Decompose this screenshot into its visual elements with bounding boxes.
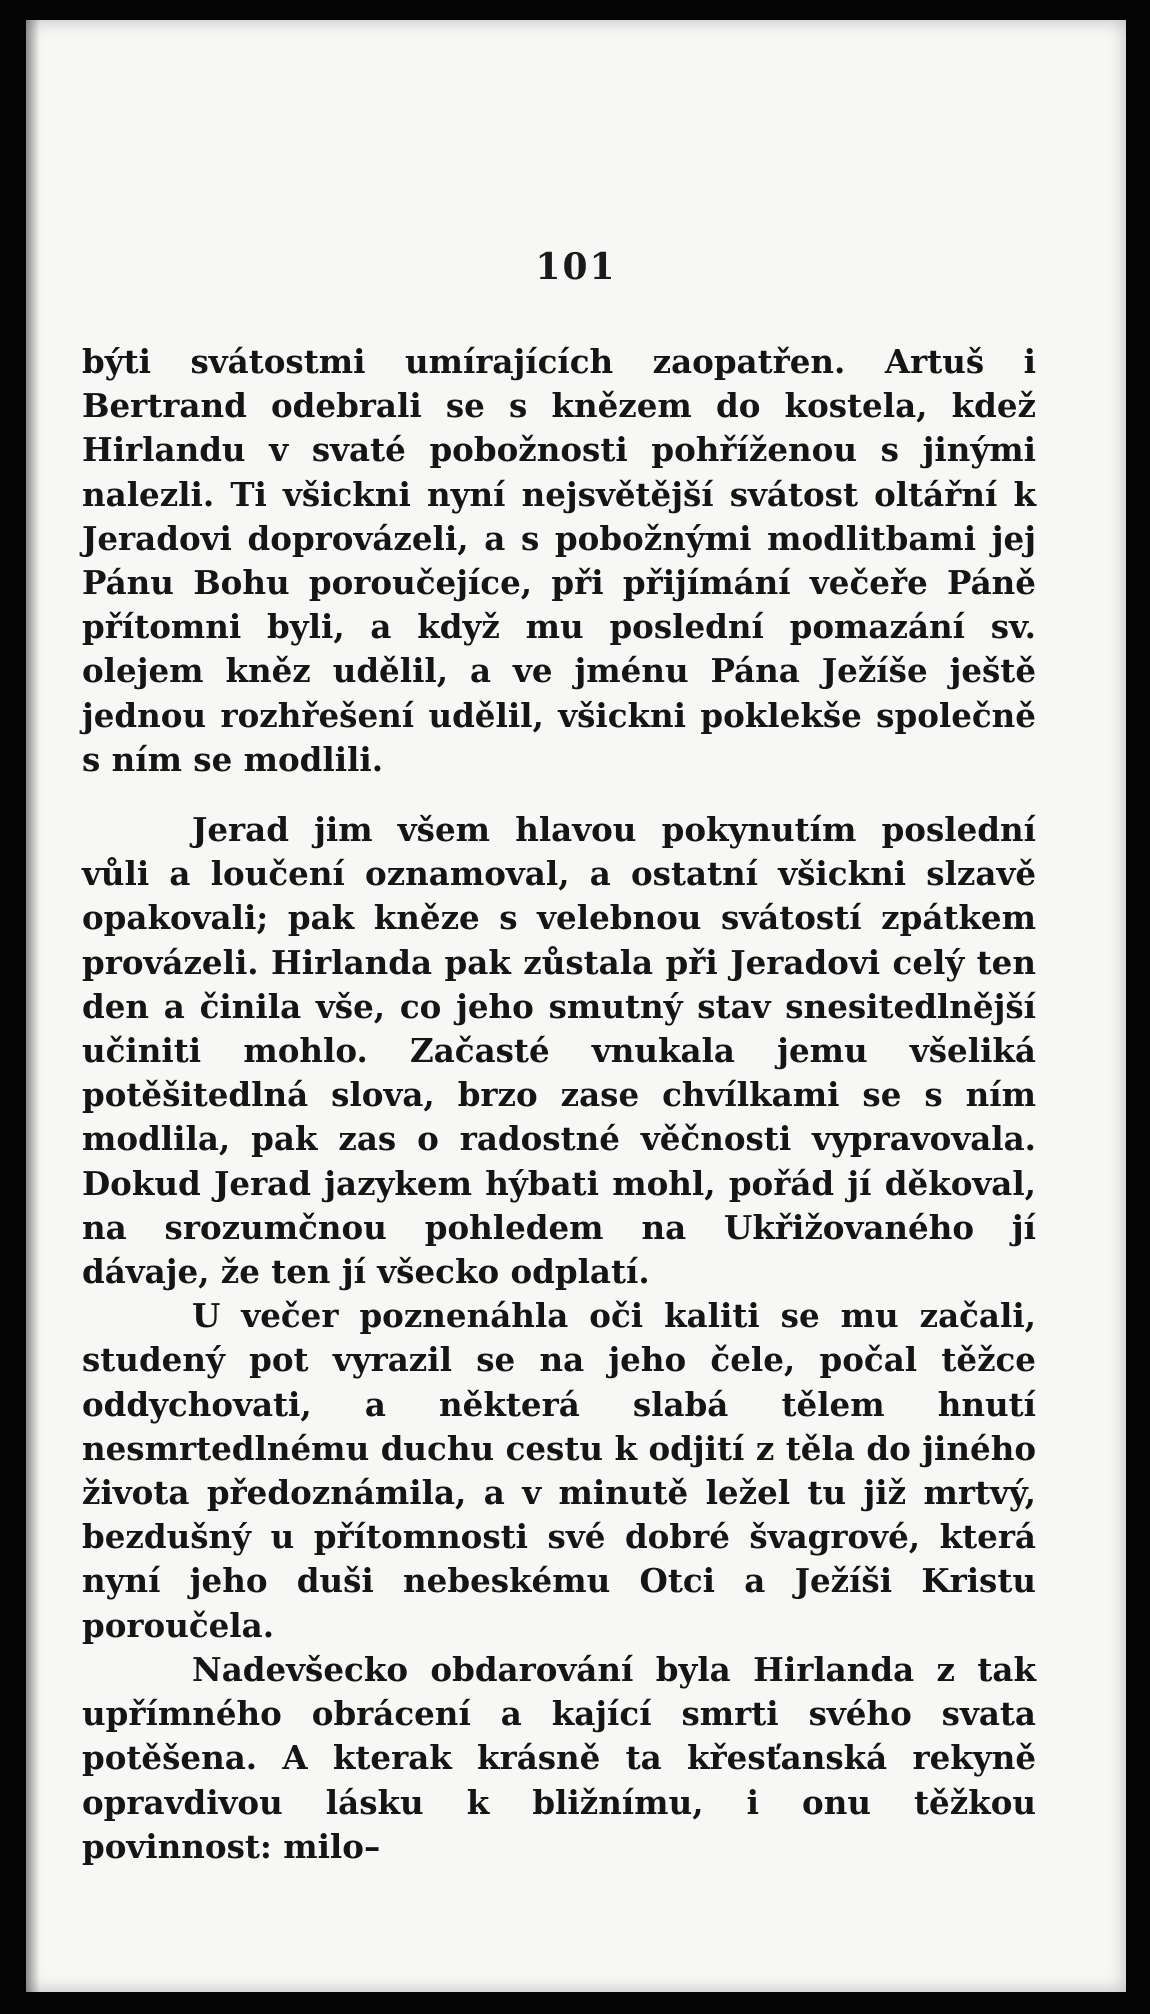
page-number: 101 [535, 246, 617, 288]
book-page [26, 20, 1126, 1992]
body-text [82, 340, 1036, 1869]
paragraph-2: Jerad jim všem hlavou pokynutím poslední vůli a loučení oznamoval, a ostatní všickni slzavě opakovali; pak kněze s velebnou svátostí zpátkem provázeli. Hirlanda pak zůstala při Jeradovi celý ten den a činila vše, co jeho smutný stav snesitedlnější učiniti mohlo. Začasté vnukala jemu všeliká potěšitedlná slova, brzo zase chvílkami se s ním modlila, pak zas o radostné věčnosti vypravovala. Dokud Jerad jazykem hýbati mohl, pořád jí děkoval, na srozumčnou pohledem na Ukřižovaného jí dávaje, že ten jí všecko odplatí. [82, 810, 1036, 1292]
spine-shadow [26, 20, 40, 1992]
paragraph-4: Nadevšecko obdarování byla Hirlanda z tak upřímného obrácení a kající smrti svého svata potěšena. A kterak krásně ta křesťanská rekyně opravdivou lásku k bližnímu, i onu těžkou povinnost: milo– [82, 1649, 1036, 1866]
paragraph-1: býti svátostmi umírajících zaopatřen. Artuš i Bertrand odebrali se s knězem do kostela, kdež Hirlandu v svaté pobožnosti pohříženou s jinými nalezli. Ti všickni nyní nejsvětější svátost oltářní k Jeradovi doprovázeli, a s pobožnými modlitbami jej Pánu Bohu poroučejíce, při přijímání večeře Páně přítomni byli, a když mu poslední pomazání sv. olejem kněz udělil, a ve jménu Pána Ježíše ještě jednou rozhřešení udělil, všickni poklekše společně s ním se modlili. [82, 342, 1036, 779]
paragraph-3: U večer poznenáhla oči kaliti se mu začali, studený pot vyrazil se na jeho čele, počal těžce oddychovati, a některá slabá tělem hnutí nesmrtedlnému duchu cestu k odjití z těla do jiného života předoznámila, a v minutě ležel tu již mrtvý, bezdušný u přítomnosti své dobré švagrové, která nyní jeho duši nebeskému Otci a Ježíši Kristu poroučela. [82, 1296, 1036, 1645]
